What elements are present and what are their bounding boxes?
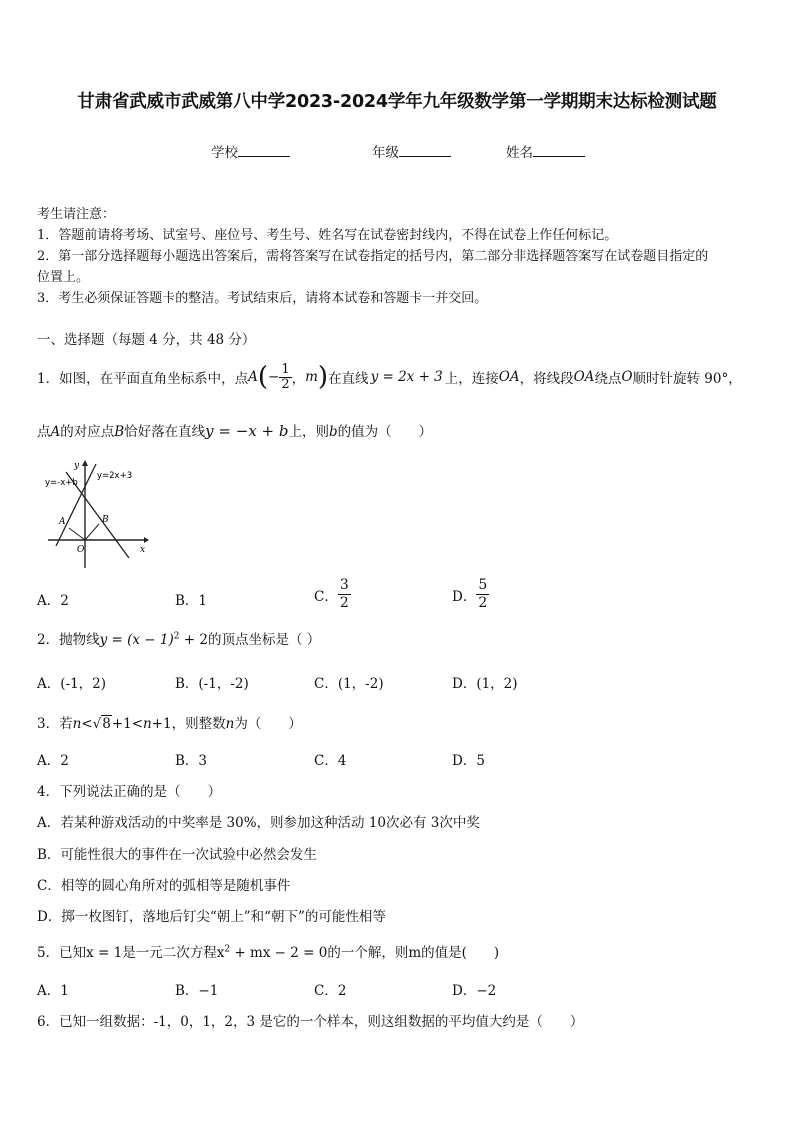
q1-fraction xyxy=(279,363,291,392)
notice-item-2: 2．第一部分选择题每小题选出答案后，需将答案写在试卷指定的括号内，第二部分非选择题答案写在试卷题目指定的 xyxy=(37,249,709,264)
q1-OA-2: OA xyxy=(573,369,595,385)
frac-num: 3 xyxy=(339,577,349,593)
q1-text-b: 在直线 xyxy=(328,371,369,387)
school-label: 学校 xyxy=(211,145,238,161)
q1-option-c-label: C． xyxy=(314,588,338,605)
paren-open: ( xyxy=(257,362,268,392)
name-label: 姓名 xyxy=(506,145,533,161)
q5-option-b: B．−1 xyxy=(175,983,219,999)
q4-option-a: A．若某种游戏活动的中奖率是 30%，则参加这种活动 10次必有 3次中奖 xyxy=(37,815,480,831)
q1-line1 xyxy=(37,357,742,397)
q3-radicand: 8 xyxy=(102,716,111,732)
q1-eq1: y = 2x + 3 xyxy=(370,369,443,385)
name-field xyxy=(506,141,585,161)
q2-text-b: 的顶点坐标是（ ） xyxy=(207,632,321,648)
q5-text-a: 5．已知 xyxy=(37,945,87,961)
q3-lt: < xyxy=(81,716,93,732)
q1-comma: ， xyxy=(291,371,306,387)
q2-expr: y = (x − 1) xyxy=(99,632,174,648)
q1-option-d-label: D． xyxy=(452,588,477,605)
q2-stem xyxy=(37,628,320,648)
notice-item-1: 1．答题前请将考场、试室号、座位号、考生号、姓名写在试卷密封线内，不得在试卷上作任何标记。 xyxy=(37,228,618,243)
q5-m: m xyxy=(408,945,422,961)
q2-text-a: 2．抛物线 xyxy=(37,632,100,648)
q5-stem xyxy=(37,941,499,961)
section-heading: 一、选择题（每题 4 分，共 48 分） xyxy=(37,332,256,348)
q5-x1: x = 1 xyxy=(86,945,123,961)
q2-sup: 2 xyxy=(173,631,180,642)
notice-item-3: 3．考生必须保证答题卡的整洁。考试结束后，请将本试卷和答题卡一并交回。 xyxy=(37,291,488,306)
frac-den: 2 xyxy=(339,595,349,611)
q5-eq2: + mx − 2 = 0 xyxy=(230,945,328,961)
q1-text-j: 上，则 xyxy=(288,424,329,440)
q5-text-d: 的值是( ) xyxy=(421,945,500,961)
label-line-b: y=-x+b xyxy=(45,478,78,488)
paren-close: ) xyxy=(317,362,329,392)
q3-n1: n xyxy=(72,716,82,732)
label-line-a: y=2x+3 xyxy=(97,471,133,481)
q3-n2: n xyxy=(143,716,152,732)
q3-text-b: +1< xyxy=(111,716,144,732)
q1-text-f: 顺时针旋转 90°， xyxy=(632,371,742,387)
q1-text-i: 恰好落在直线 xyxy=(124,424,206,440)
segment-OA xyxy=(69,528,85,540)
grade-field xyxy=(372,141,451,161)
school-field xyxy=(211,141,290,161)
q2-expr-b: + 2 xyxy=(179,632,208,648)
grade-label: 年级 xyxy=(372,145,399,161)
q1-option-d xyxy=(452,577,489,612)
q3-text-a: 3．若 xyxy=(37,716,73,732)
q1-point-A: A xyxy=(248,369,258,385)
q3-text-d: 为（ ） xyxy=(234,716,302,732)
q1-text-g: 点 xyxy=(37,424,51,440)
q6-stem: 6．已知一组数据：-1，0，1，2，3 是它的一个样本，则这组数据的平均值大约是（ ） xyxy=(37,1014,584,1030)
label-y: y xyxy=(74,461,80,471)
q1-option-b: B．1 xyxy=(175,593,208,609)
q3-option-d: D．5 xyxy=(452,753,485,769)
grade-blank xyxy=(399,144,451,157)
q4-stem: 4．下列说法正确的是（ ） xyxy=(37,784,222,800)
q1-m: m xyxy=(305,369,318,385)
q1-option-c-frac xyxy=(338,577,351,612)
q3-text-c: +1，则整数 xyxy=(151,716,226,732)
q3-option-c: C．4 xyxy=(314,753,347,769)
q5-option-c: C．2 xyxy=(314,983,347,999)
q1-text-e: 绕点 xyxy=(594,371,622,387)
q5-text-b: 是一元二次方程 xyxy=(122,945,217,961)
q1-figure xyxy=(44,458,152,570)
q3-n3: n xyxy=(225,716,235,732)
notice-item-2-cont: 位置上。 xyxy=(37,270,90,285)
q2-option-a: A．(-1，2) xyxy=(37,676,107,692)
q1-text-c: 上，连接 xyxy=(444,371,499,387)
q1-fraction-den: 2 xyxy=(281,376,290,392)
y-axis-arrow xyxy=(82,460,88,466)
sqrt-icon: √ xyxy=(92,716,102,732)
q3-option-b: B．3 xyxy=(175,753,208,769)
q1-text-a: 1．如图，在平面直角坐标系中，点 xyxy=(37,371,249,387)
notice-heading: 考生请注意： xyxy=(37,207,116,222)
label-A: A xyxy=(59,517,66,527)
name-blank xyxy=(533,144,585,157)
q1-text-k: 的值为（ ） xyxy=(337,424,433,440)
q3-stem xyxy=(37,712,302,732)
label-B: B xyxy=(102,515,109,525)
q1-b: b xyxy=(329,424,338,440)
segment-OB xyxy=(85,524,99,540)
label-O: O xyxy=(77,545,85,555)
q5-option-d: D．−2 xyxy=(452,983,497,999)
q2-option-b: B．(-1，-2) xyxy=(175,676,249,692)
q5-eq: x xyxy=(216,945,225,961)
q1-option-c xyxy=(314,577,351,612)
q1-fraction-num: 1 xyxy=(281,361,290,377)
q1-line2 xyxy=(37,420,432,440)
q4-option-d: D．掷一枚图钉，落地后钉尖“朝上”和“朝下”的可能性相等 xyxy=(37,909,386,925)
q1-text-h: 的对应点 xyxy=(60,424,115,440)
q1-O: O xyxy=(621,369,633,385)
page-title: 甘肃省武威市武威第八中学2023-2024学年九年级数学第一学期期末达标检测试题 xyxy=(77,92,717,112)
frac-num: 5 xyxy=(478,577,488,593)
q1-B: B xyxy=(114,424,125,440)
q1-option-d-frac xyxy=(476,577,489,612)
school-blank xyxy=(238,144,290,157)
label-x: x xyxy=(140,545,146,555)
q1-eq2: y = −x + b xyxy=(205,422,289,440)
q5-text-c: 的一个解，则 xyxy=(327,945,409,961)
q1-OA-1: OA xyxy=(498,369,520,385)
q1-option-a: A．2 xyxy=(37,593,69,609)
q5-sup: 2 xyxy=(224,944,231,955)
q2-option-d: D．(1，2) xyxy=(452,676,518,692)
q1-minus: − xyxy=(268,369,280,385)
q3-option-a: A．2 xyxy=(37,753,69,769)
x-axis-arrow xyxy=(144,537,149,543)
q1-text-d: ，将线段 xyxy=(519,371,574,387)
q5-option-a: A．1 xyxy=(37,983,69,999)
q4-option-b: B．可能性很大的事件在一次试验中必然会发生 xyxy=(37,847,317,863)
q4-option-c: C．相等的圆心角所对的弧相等是随机事件 xyxy=(37,878,291,894)
q1-A-2: A xyxy=(50,424,61,440)
frac-den: 2 xyxy=(478,595,488,611)
q2-option-c: C．(1，-2) xyxy=(314,676,384,692)
